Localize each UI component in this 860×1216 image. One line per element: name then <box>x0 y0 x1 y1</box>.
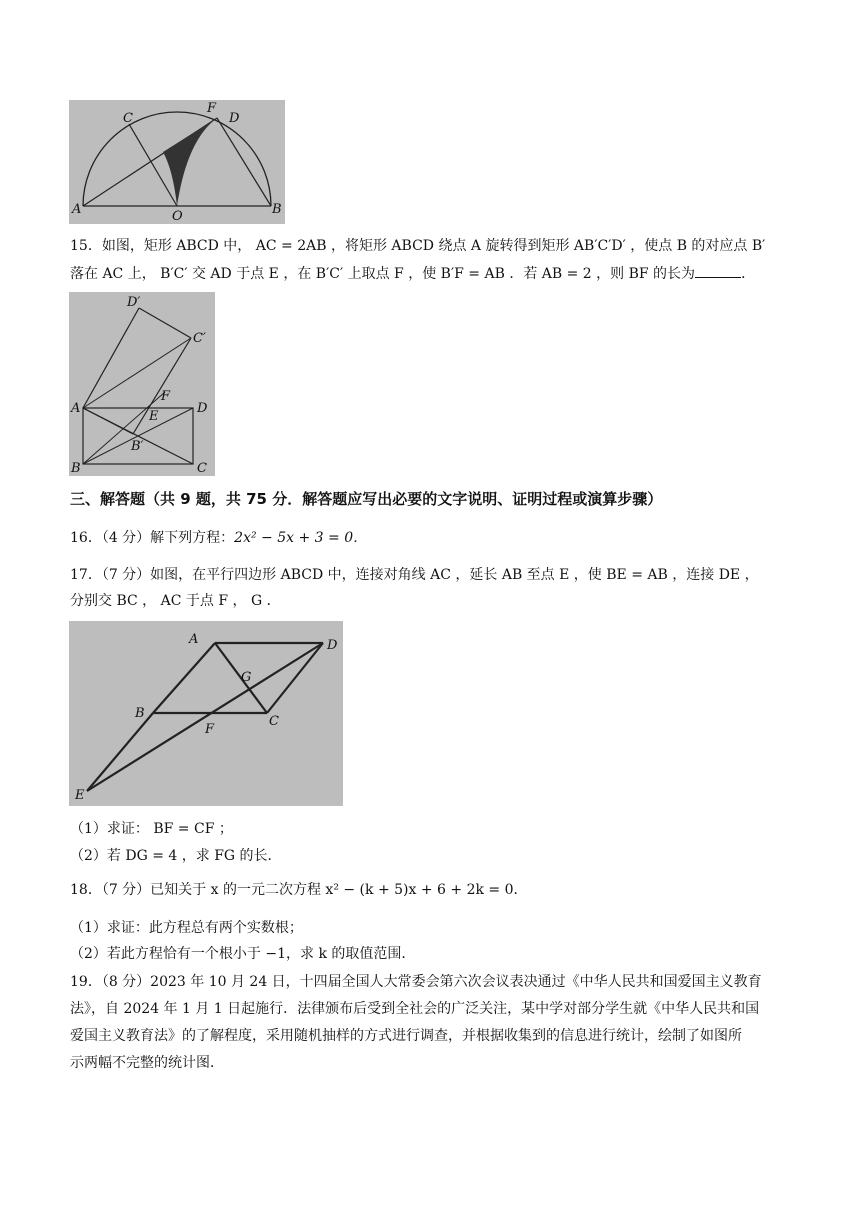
label-f: F <box>161 389 171 404</box>
q17-part2: （2）若 DG = 4 ，求 FG 的长． <box>70 848 282 864</box>
label-a: A <box>72 202 82 217</box>
label-d: D <box>229 111 240 126</box>
label-c: C <box>123 111 133 126</box>
q19-line4: 示两幅不完整的统计图． <box>70 1055 224 1071</box>
label-d-prime: D′ <box>127 295 141 310</box>
q15-line2 <box>70 263 755 284</box>
label-a: A <box>189 632 199 647</box>
label-c: C <box>197 461 207 476</box>
label-b: B <box>71 461 81 476</box>
label-b-prime: B′ <box>131 439 144 454</box>
label-b: B <box>272 202 282 217</box>
q17-line1: 17．（7 分）如图，在平行四边形 ABCD 中，连接对角线 AC ，延长 AB 至点 E ，使 BE = AB ，连接 DE ， <box>70 567 759 583</box>
q19-line2: 法》，自 2024 年 1 月 1 日起施行．法律颁布后受到全社会的广泛关注，某中学对部分学生就《中华人民共和国 <box>70 1001 760 1017</box>
q15-line2-text: 落在 AC 上， B′C′ 交 AD 于点 E ，在 B′C′ 上取点 F ，使 B′F = AB ．若 AB = 2 ，则 BF 的长为 <box>70 266 696 282</box>
label-o: O <box>172 209 183 224</box>
q17-part1: （1）求证： BF = CF ； <box>70 821 233 837</box>
q15-line1: 15．如图，矩形 ABCD 中， AC = 2AB ，将矩形 ABCD 绕点 A 旋转得到矩形 AB′C′D′ ，使点 B 的对应点 B′ <box>70 238 766 254</box>
label-c: C <box>269 714 279 729</box>
label-d: D <box>327 638 338 653</box>
q17-line2: 分别交 BC ， AC 于点 F ， G ． <box>70 593 281 609</box>
figure-semicircle <box>69 100 285 224</box>
q18-part1: （1）求证：此方程总有两个实数根； <box>70 920 303 936</box>
q18-line1: 18．（7 分）已知关于 x 的一元二次方程 x² − (k + 5)x + 6 + 2k = 0． <box>70 882 528 898</box>
q16-equation: 2x² − 5x + 3 = 0． <box>234 530 368 546</box>
q18-part2: （2）若此方程恰有一个根小于 −1，求 k 的取值范围． <box>70 946 416 962</box>
label-e: E <box>75 788 85 803</box>
q15-line2-end: ． <box>741 266 756 282</box>
figure-parallelogram <box>69 621 343 806</box>
q19-line3: 爱国主义教育法》的了解程度，采用随机抽样的方式进行调查，并根据收集到的信息进行统计，绘制了如图所 <box>70 1028 742 1044</box>
q16-line <box>70 528 367 548</box>
section-heading: 三、解答题（共 9 题，共 75 分．解答题应写出必要的文字说明、证明过程或演算步骤） <box>70 490 663 508</box>
label-g: G <box>241 670 252 685</box>
label-f: F <box>205 722 215 737</box>
label-a: A <box>71 401 81 416</box>
q16-prefix: 16．（4 分）解下列方程： <box>70 530 235 546</box>
label-c-prime: C′ <box>193 331 206 346</box>
label-b: B <box>135 706 145 721</box>
label-f: F <box>207 101 217 116</box>
q19-line1: 19．（8 分）2023 年 10 月 24 日，十四届全国人大常委会第六次会议表决通过《中华人民共和国爱国主义教育 <box>70 974 762 990</box>
answer-blank <box>695 263 741 278</box>
label-d: D <box>197 401 208 416</box>
label-e: E <box>149 409 159 424</box>
figure-rotated-rectangles <box>69 292 215 476</box>
